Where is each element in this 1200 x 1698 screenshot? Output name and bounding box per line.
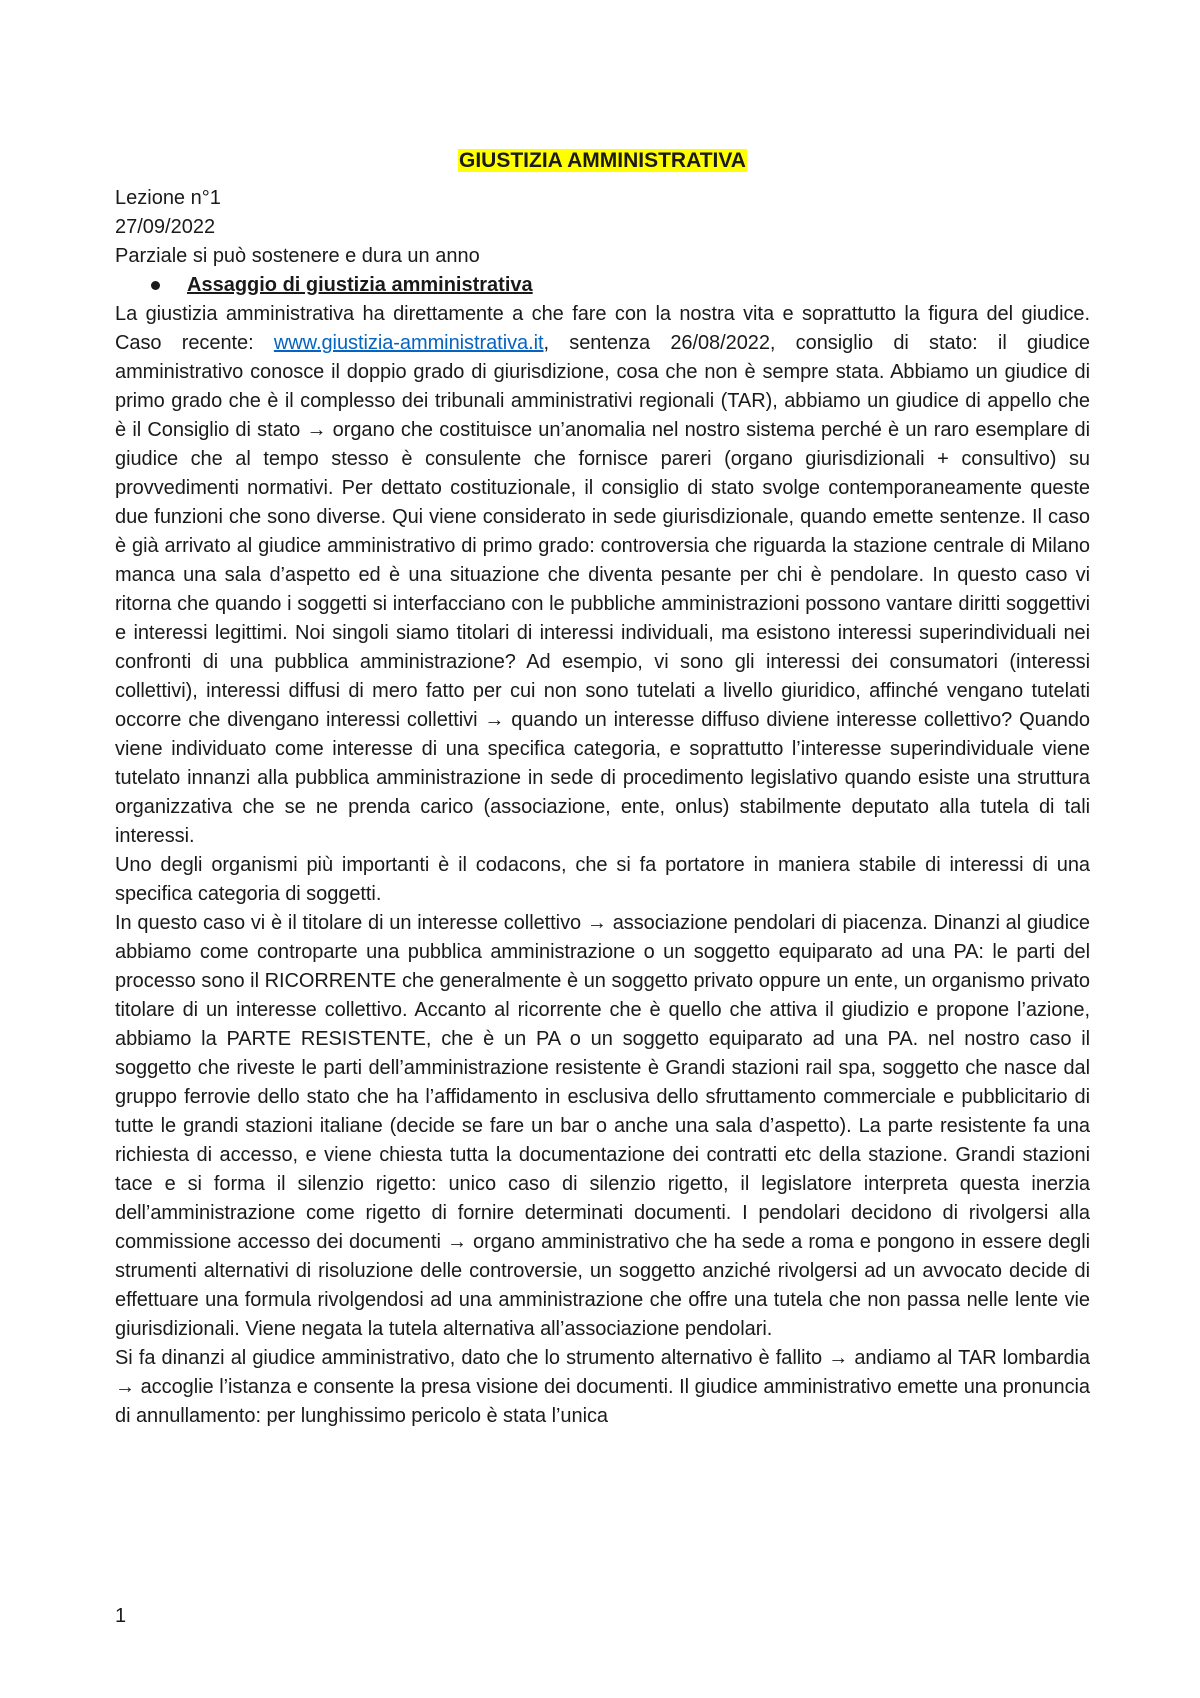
paragraph-4: Si fa dinanzi al giudice amministrativo, dato che lo strumento alternativo è fallito → andiamo al TAR lombardia → accoglie l’istanza e consente la presa visione dei documenti. Il giudice amministrativo emette una pronuncia di annullamento: per lunghissimo pericolo è stata l’unica [115,1347,1090,1427]
lesson-number: Lezione n°1 [115,187,221,209]
bullet-icon [151,281,160,290]
paragraph-3: In questo caso vi è il titolare di un interesse collettivo → associazione pendolari di piacenza. Dinanzi al giudice abbiamo come controparte una pubblica amministrazione o un soggetto equiparato ad una PA: le parti del processo sono il RICORRENTE che generalmente è un soggetto privato oppure un ente, un organismo privato titolare di un interesse collettivo. Accanto al ricorrente che è quello che attiva il giudizio e propone l’azione, abbiamo la PARTE RESISTENTE, che è un PA o un soggetto equiparato ad una PA. nel nostro caso il soggetto che riveste le parti dell’amministrazione resistente è Grandi stazioni rail spa, soggetto che nasce dal gruppo ferrovie dello stato che ha l’affidamento in esclusiva dello sfruttamento commerciale e pubblicitario di tutte le grandi stazioni italiane (decide se fare un bar o anche una sala d’aspetto). La parte resistente fa una richiesta di accesso, e viene chiesta tutta la documentazione dei contratti etc della stazione. Grandi stazioni tace e si forma il silenzio rigetto: unico caso di silenzio rigetto, il legislatore interpreta questa inerzia dell’amministrazione come rigetto di fornire determinati documenti. I pendolari decidono di rivolgersi alla commissione accesso dei documenti → organo amministrativo che ha sede a roma e pongono in essere degli strumenti alternativi di risoluzione delle controversie, un soggetto anziché rivolgersi ad un avvocato decide di effettuare una formula rivolgendosi ad una amministrazione che offre una tutela che non passa nelle lente vie giurisdizionali. Viene negata la tutela alternativa all’associazione pendolari. [115,912,1090,1340]
document-title [115,146,1090,176]
section-bullet [115,271,1090,300]
exam-note: Parziale si può sostenere e dura un anno [115,245,480,267]
lesson-date: 27/09/2022 [115,216,216,238]
paragraph-2: Uno degli organismi più importanti è il codacons, che si fa portatore in maniera stabile di interessi di una specifica categoria di soggetti. [115,854,1090,905]
paragraph-1-intro: La giustizia amministrativa ha direttamente a che fare con la nostra vita e soprattutto la figura del giudice. Caso recente: [115,303,1090,354]
document-body [115,146,1090,1431]
paragraph-1 [115,300,1090,851]
giustizia-amministrativa-link[interactable]: www.giustizia-amministrativa.it [273,332,544,354]
paragraph-1-body: , sentenza 26/08/2022, consiglio di stato: il giudice amministrativo conosce il doppio grado di giurisdizione, cosa che non è sempre stata. Abbiamo un giudice di primo grado che è il complesso dei tribunali amministrativi regionali (TAR), abbiamo un giudice di appello che è il Consiglio di stato → organo che costituisce un’anomalia nel nostro sistema perché è un raro esemplare di giudice che al tempo stesso è consulente che fornisce pareri (organo giurisdizionali + consultivo) su provvedimenti normativi. Per dettato costituzionale, il consiglio di stato svolge contemporaneamente queste due funzioni che sono diverse. Qui viene considerato in sede giurisdizionale, quando emette sentenze. Il caso è già arrivato al giudice amministrativo di primo grado: controversia che riguarda la stazione centrale di Milano manca una sala d’aspetto ed è una situazione che diventa pesante per chi è pendolare. In questo caso vi ritorna che quando i soggetti si interfacciano con le pubbliche amministrazioni possono vantare diritti soggettivi e interessi legittimi. Noi singoli siamo titolari di interessi individuali, ma esistono interessi superindividuali nei confronti di una pubblica amministrazione? Ad esempio, vi sono gli interessi dei consumatori (interessi collettivi), interessi diffusi di mero fatto per cui non sono tutelati a livello giuridico, affinché vengano tutelati occorre che divengano interessi collettivi → quando un interesse diffuso diviene interesse collettivo? Quando viene individuato come interesse di una specifica categoria, e soprattutto l’interesse superindividuale viene tutelato innanzi alla pubblica amministrazione in sede di procedimento legislativo quando esiste una struttura organizzativa che se ne prenda carico (associazione, ente, onlus) stabilmente deputato alla tutela di tali interessi. [115,332,1091,847]
section-heading: Assaggio di giustizia amministrativa [187,274,533,296]
page-number: 1 [115,1605,127,1627]
title-text: GIUSTIZIA AMMINISTRATIVA [459,149,746,172]
